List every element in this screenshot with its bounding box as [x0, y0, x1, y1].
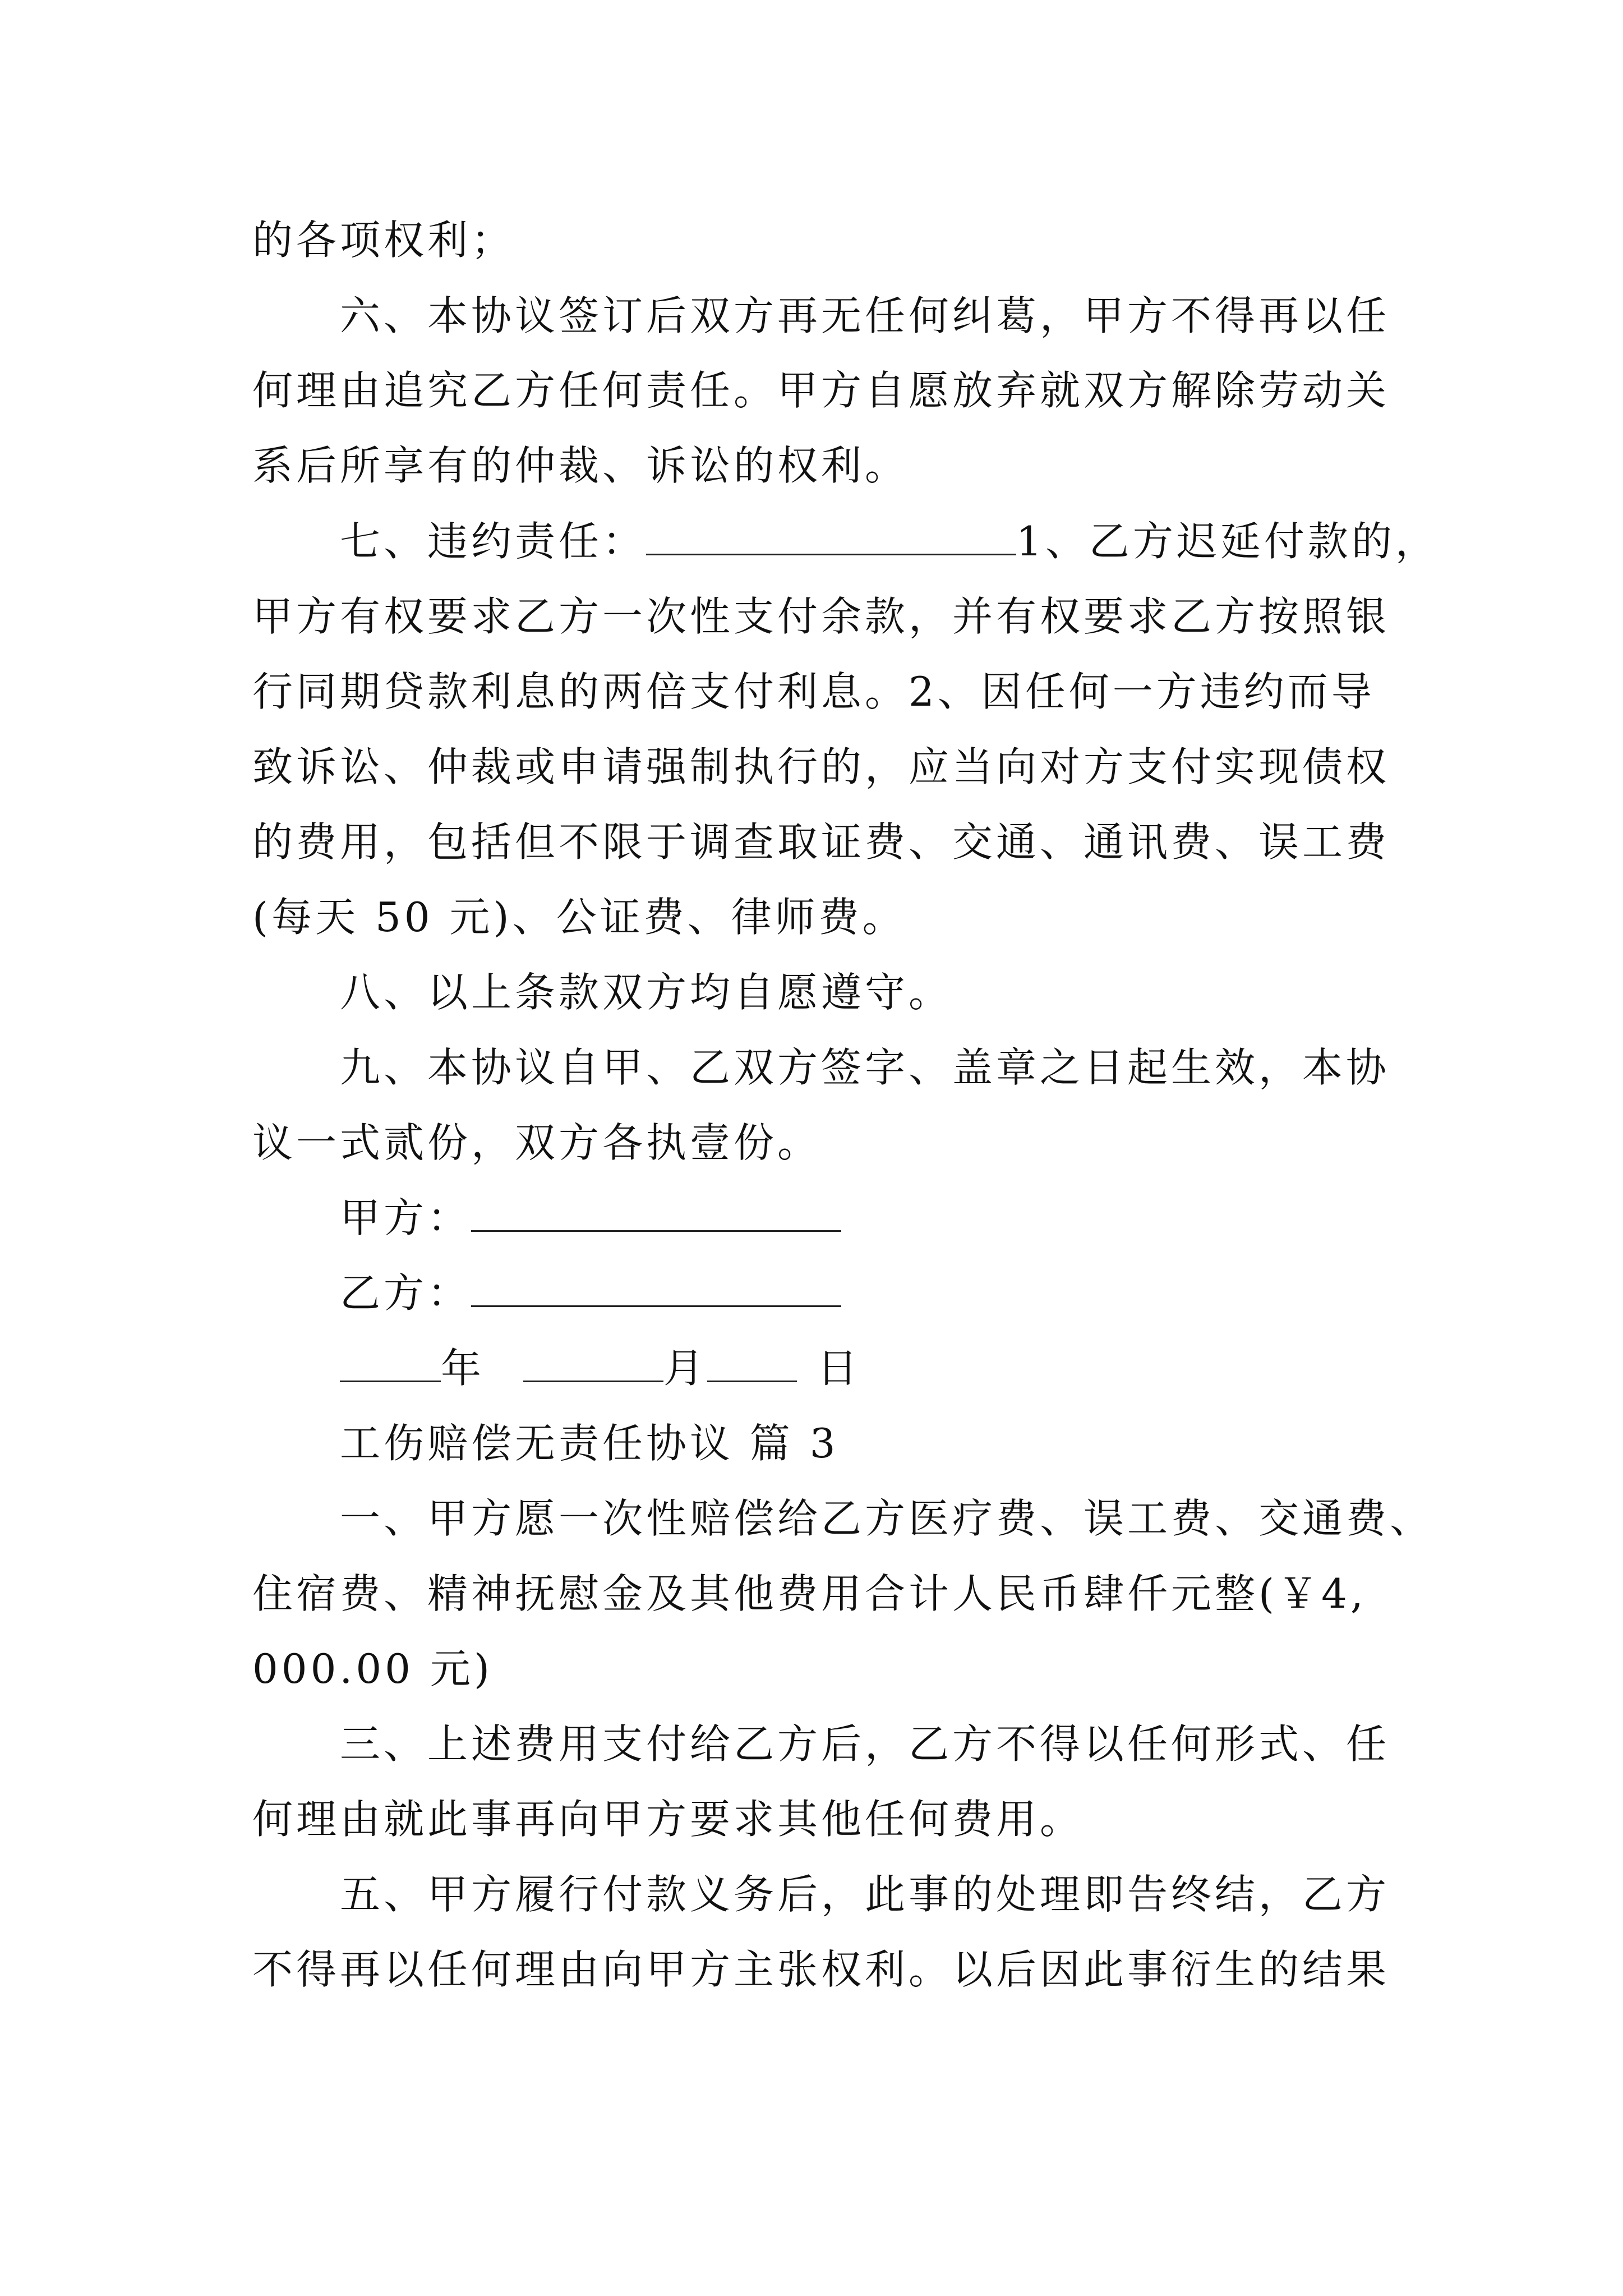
month-blank — [523, 1348, 663, 1382]
party-a-signature — [340, 1193, 841, 1243]
text-line: 何理由追究乙方任何责任。甲方自愿放弃就双方解除劳动关 — [252, 367, 1390, 414]
text-line: 的费用，包括但不限于调查取证费、交通、通讯费、误工费 — [252, 818, 1390, 866]
signature-blank — [471, 1198, 841, 1232]
year-blank — [340, 1348, 441, 1382]
day-blank — [707, 1348, 797, 1382]
clause-eight: 八、以上条款双方均自愿遵守。 — [340, 969, 953, 1016]
text-line: 不得再以任何理由向甲方主张权利。以后因此事衍生的结果 — [252, 1946, 1390, 1993]
clause-seven — [340, 516, 1439, 567]
clause-six: 六、本协议签订后双方再无任何纠葛，甲方不得再以任 — [340, 292, 1390, 339]
clause-seven-item-1: 1、乙方迟延付款的， — [1016, 518, 1439, 565]
signature-blank — [471, 1273, 841, 1307]
clause-one: 一、甲方愿一次性赔偿给乙方医疗费、误工费、交通费、 — [340, 1495, 1434, 1542]
clause-five: 五、甲方履行付款义务后，此事的处理即告终结，乙方 — [340, 1871, 1390, 1918]
text-line: 住宿费、精神抚慰金及其他费用合计人民币肆仟元整(￥4, — [252, 1570, 1367, 1617]
section-heading: 工伤赔偿无责任协议 篇 3 — [340, 1420, 839, 1467]
party-b-label: 乙方： — [340, 1269, 472, 1317]
text-line: 系后所享有的仲裁、诉讼的权利。 — [252, 442, 909, 489]
month-label: 月 — [663, 1345, 707, 1392]
text-line: 的各项权利； — [252, 217, 515, 264]
text-line: 何理由就此事再向甲方要求其他任何费用。 — [252, 1796, 1084, 1843]
blank-line — [646, 521, 1016, 555]
year-label: 年 — [441, 1345, 485, 1392]
party-a-label: 甲方： — [340, 1194, 472, 1241]
text-line: 行同期贷款利息的两倍支付利息。2、因任何一方违约而导 — [252, 668, 1375, 715]
date-line — [340, 1343, 861, 1393]
text-line: (每天 50 元)、公证费、律师费。 — [252, 894, 906, 941]
text-line: 甲方有权要求乙方一次性支付余款，并有权要求乙方按照银 — [252, 593, 1390, 640]
text-line: 议一式贰份，双方各执壹份。 — [252, 1119, 822, 1166]
day-label: 日 — [817, 1345, 861, 1392]
party-b-signature — [340, 1268, 841, 1318]
text-line: 致诉讼、仲裁或申请强制执行的，应当向对方支付实现债权 — [252, 743, 1390, 790]
clause-nine: 九、本协议自甲、乙双方签字、盖章之日起生效，本协 — [340, 1044, 1390, 1091]
clause-seven-label: 七、违约责任： — [340, 518, 647, 565]
text-line: 000.00 元) — [252, 1645, 493, 1692]
clause-three: 三、上述费用支付给乙方后，乙方不得以任何形式、任 — [340, 1720, 1390, 1768]
